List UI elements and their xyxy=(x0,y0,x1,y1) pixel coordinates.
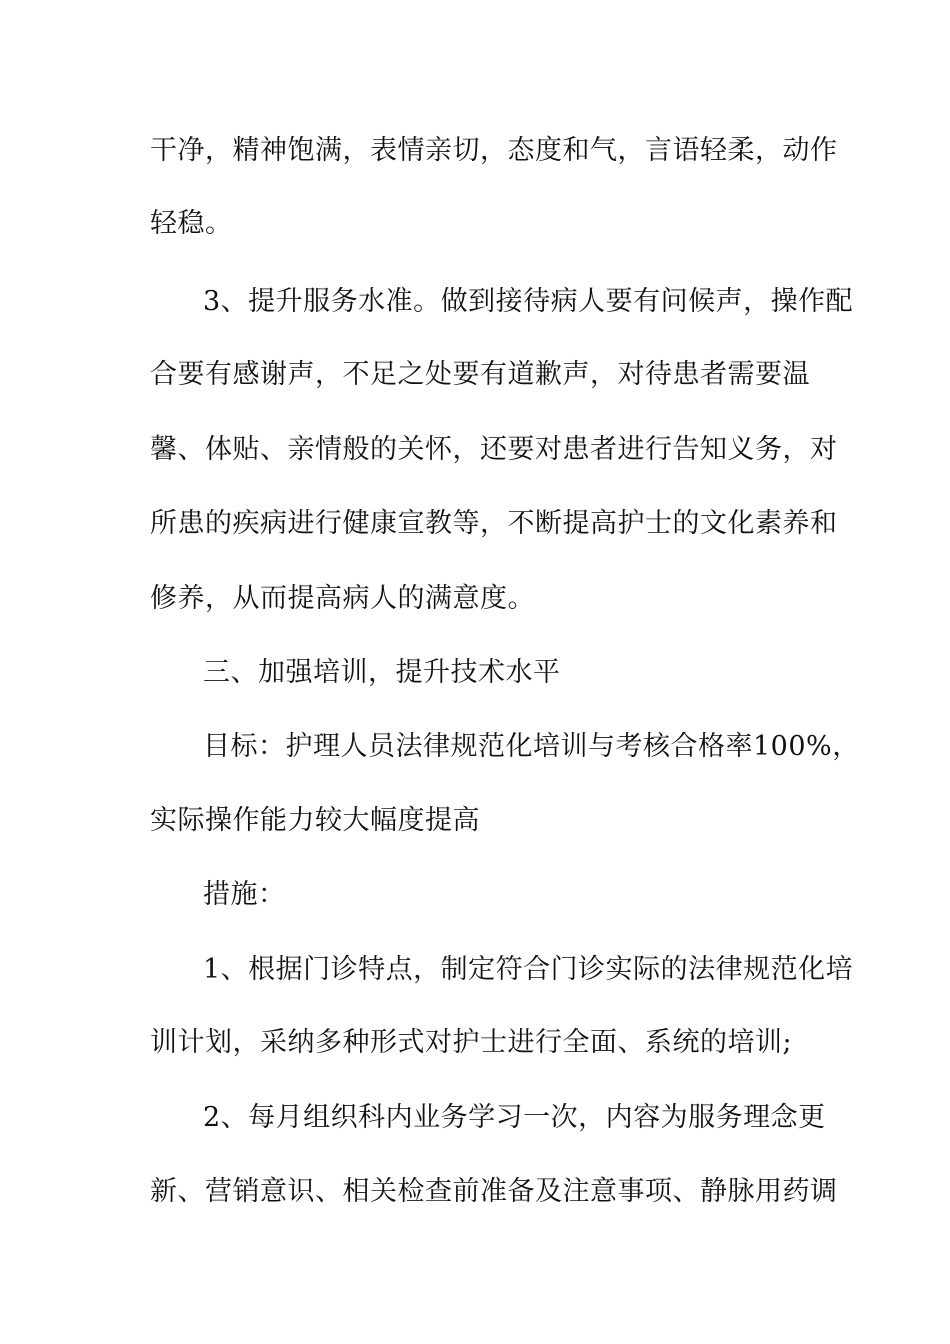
paragraph-3-line-4: 所患的疾病进行健康宣教等，不断提高护士的文化素养和 xyxy=(150,508,838,539)
measure-1-line-1: 1、根据门诊特点，制定符合门诊实际的法律规范化培 xyxy=(203,954,854,985)
goal-line-1: 目标：护理人员法律规范化培训与考核合格率100%， xyxy=(203,731,860,762)
paragraph-3-line-3: 馨、体贴、亲情般的关怀，还要对患者进行告知义务，对 xyxy=(150,434,838,465)
paragraph-3-line-2: 合要有感谢声，不足之处要有道歉声，对待患者需要温 xyxy=(150,359,810,390)
measure-2-line-2: 新、营销意识、相关检查前准备及注意事项、静脉用药调 xyxy=(150,1176,838,1207)
paragraph-3-line-1: 3、提升服务水准。做到接待病人要有问候声，操作配 xyxy=(203,286,854,317)
section-heading: 三、加强培训，提升技术水平 xyxy=(203,657,561,688)
measures-label: 措施： xyxy=(203,879,286,910)
text-line-1: 干净，精神饱满，表情亲切，态度和气，言语轻柔，动作 xyxy=(150,135,838,166)
measure-1-line-2: 训计划，采纳多种形式对护士进行全面、系统的培训; xyxy=(150,1027,793,1058)
goal-line-2: 实际操作能力较大幅度提高 xyxy=(150,805,480,836)
paragraph-3-line-5: 修养，从而提高病人的满意度。 xyxy=(150,583,535,614)
text-line-2: 轻稳。 xyxy=(150,208,233,239)
measure-2-line-1: 2、每月组织科内业务学习一次，内容为服务理念更 xyxy=(203,1102,826,1133)
